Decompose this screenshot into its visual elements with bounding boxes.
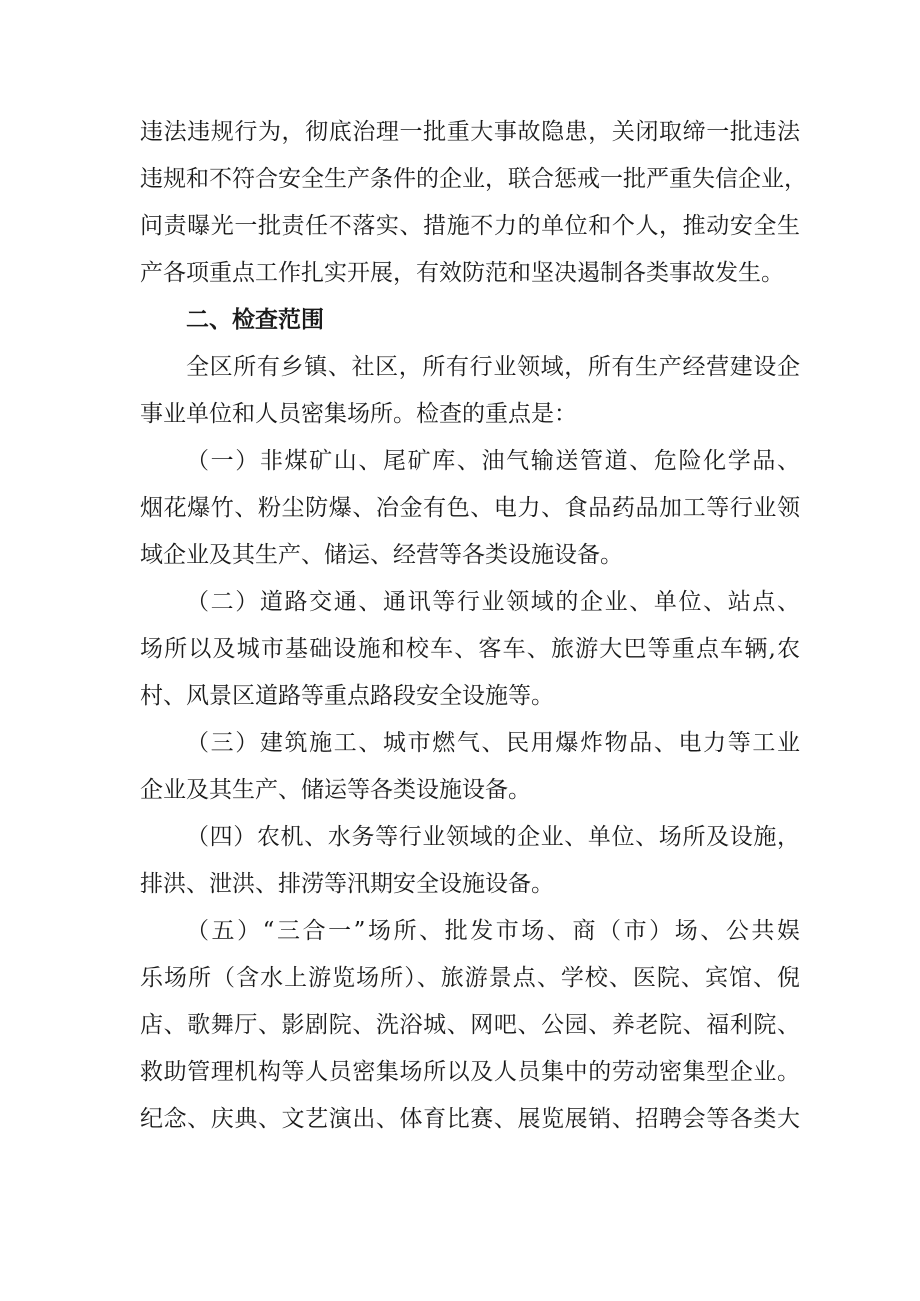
paragraph-line: 事业单位和人员密集场所。检查的重点是： — [140, 401, 577, 427]
paragraph-line: 全区所有乡镇、社区，所有行业领域，所有生产经营建设企 — [186, 354, 800, 380]
paragraph-line: 村、风景区道路等重点路段安全设施等。 — [140, 683, 554, 709]
paragraph-line: （三）建筑施工、城市燃气、民用爆炸物品、电力等工业 — [186, 730, 800, 756]
paragraph-line: 域企业及其生产、储运、经营等各类设施设备。 — [140, 542, 623, 568]
paragraph-line: 违法违规行为，彻底治理一批重大事故隐患，关闭取缔一批违法 — [140, 119, 800, 145]
document-body — [140, 109, 807, 1143]
paragraph-line: 场所以及城市基础设施和校车、客车、旅游大巴等重点车辆,农 — [140, 636, 800, 662]
paragraph-line: 违规和不符合安全生产条件的企业，联合惩戒一批严重失信企业， — [140, 166, 807, 192]
scope-item-4 — [140, 814, 800, 908]
paragraph-line: 烟花爆竹、粉尘防爆、冶金有色、电力、食品药品加工等行业领 — [140, 495, 800, 521]
paragraph-line: （一）非煤矿山、尾矿库、油气输送管道、危险化学品、 — [186, 448, 800, 474]
paragraph-line: （五）“三合一”场所、批发市场、商（市）场、公共娱 — [186, 918, 800, 944]
paragraph-line: （二）道路交通、通讯等行业领域的企业、单位、站点、 — [186, 589, 800, 615]
paragraph-line: 问责曝光一批责任不落实、措施不力的单位和个人，推动安全生 — [140, 213, 800, 239]
scope-item-2 — [140, 579, 800, 720]
paragraph-line: 企业及其生产、储运等各类设施设备。 — [140, 777, 531, 803]
scope-item-1 — [140, 438, 800, 579]
paragraph-line: 产各项重点工作扎实开展，有效防范和坚决遏制各类事故发生。 — [140, 260, 784, 286]
scope-item-3 — [140, 720, 800, 814]
paragraph-line: 救助管理机构等人员密集场所以及人员集中的劳动密集型企业。 — [140, 1059, 800, 1085]
paragraph-line: 排洪、泄洪、排涝等汛期安全设施设备。 — [140, 871, 554, 897]
paragraph-line: （四）农机、水务等行业领域的企业、单位、场所及设施， — [186, 824, 800, 850]
scope-item-5 — [140, 908, 800, 1143]
scope-paragraph — [140, 344, 800, 438]
paragraph-line: 店、歌舞厅、影剧院、洗浴城、网吧、公园、养老院、福利院、 — [140, 1012, 800, 1038]
paragraph-line: 纪念、庆典、文艺演出、体育比赛、展览展销、招聘会等各类大 — [140, 1106, 800, 1132]
section-heading: 二、检查范围 — [186, 307, 324, 333]
intro-paragraph — [140, 109, 807, 297]
paragraph-line: 乐场所（含水上游览场所）、旅游景点、学校、医院、宾馆、倪 — [140, 965, 800, 991]
